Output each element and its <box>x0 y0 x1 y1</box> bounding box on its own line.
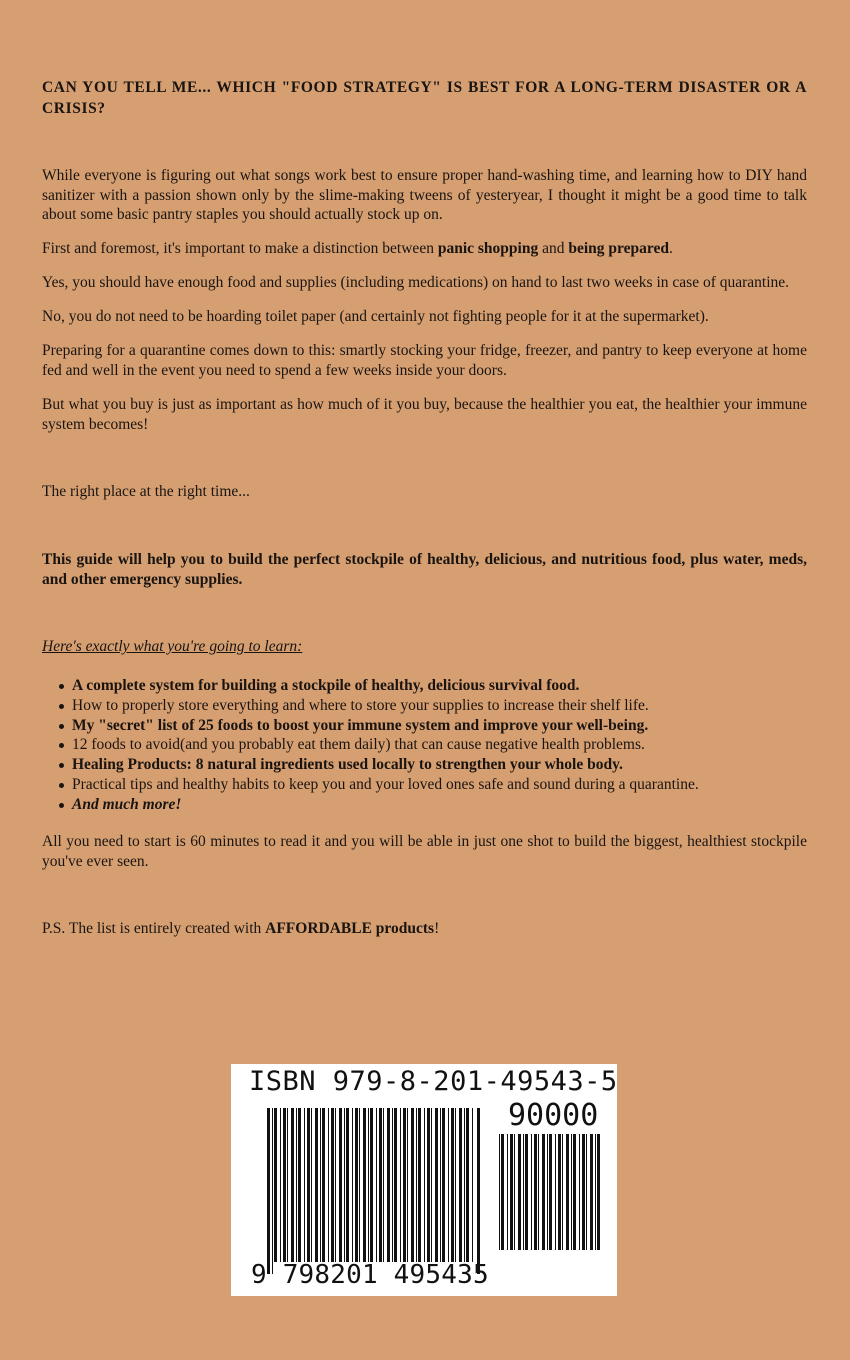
barcode-bar <box>359 1108 360 1262</box>
barcode-bar <box>274 1108 277 1262</box>
barcode-bar <box>597 1134 600 1250</box>
barcode-bar <box>283 1108 286 1262</box>
barcode-bar <box>440 1108 441 1262</box>
learn-heading: Here's exactly what you're going to learn: <box>42 638 303 655</box>
barcode-bar <box>571 1134 572 1250</box>
barcode-bar <box>525 1134 528 1250</box>
list-item: 12 foods to avoid(and you probably eat them daily) that can cause negative health problems. <box>42 735 807 755</box>
barcode-bar <box>523 1134 524 1250</box>
list-item: Practical tips and healthy habits to keep you and your loved ones safe and sound during a quarantine. <box>42 775 807 795</box>
barcode-bar <box>507 1134 508 1250</box>
barcode-bar <box>518 1134 521 1250</box>
list-item: A complete system for building a stockpile of healthy, delicious survival food. <box>42 676 807 696</box>
list-item: How to properly store everything and where to store your supplies to increase their shelf life. <box>42 696 807 716</box>
being-prepared-emphasis: being prepared <box>568 240 669 257</box>
intro-paragraph: While everyone is figuring out what songs work best to ensure proper hand-washing time, and learning how to DIY hand sanitizer with a passion shown only by the slime-making tweens of yesteryear, I thought it might be a good time to talk about some basic pantry staples you should actually stock up on. <box>42 167 807 223</box>
cover-heading: CAN YOU TELL ME... WHICH "FOOD STRATEGY" IS BEST FOR A LONG-TERM DISASTER OR A CRISIS? <box>42 79 807 117</box>
barcode-bar <box>346 1108 349 1262</box>
text-span: ! <box>434 920 440 937</box>
isbn-label: ISBN 979-8-201-49543-5 <box>249 1066 618 1097</box>
barcode-bar <box>442 1108 445 1262</box>
barcode-bar <box>514 1134 515 1250</box>
barcode-bar <box>579 1134 580 1250</box>
barcode-bar <box>435 1108 438 1262</box>
barcode-bar <box>464 1108 465 1262</box>
barcode-bar <box>376 1108 377 1262</box>
barcode-bar <box>328 1108 329 1262</box>
text-span: P.S. The list is entirely created with <box>42 920 266 937</box>
barcode-bar <box>424 1108 425 1262</box>
barcode-bar <box>322 1108 325 1262</box>
barcode-bar <box>501 1134 504 1250</box>
text-span: and <box>538 240 569 257</box>
barcode-bar <box>431 1108 432 1262</box>
barcode-bar <box>331 1108 334 1262</box>
barcode-bar <box>595 1134 596 1250</box>
barcode-bar <box>400 1108 401 1262</box>
affordable-emphasis: AFFORDABLE products <box>265 920 435 937</box>
barcode-bar <box>411 1108 414 1262</box>
price-code: 90000 <box>508 1098 599 1133</box>
text-span: First and foremost, it's important to make a distinction between <box>42 240 438 257</box>
barcode-bar <box>459 1108 462 1262</box>
list-item: Healing Products: 8 natural ingredients used locally to strengthen your whole body. <box>42 755 807 775</box>
barcode-bar <box>296 1108 297 1262</box>
barcode-bar <box>344 1108 345 1262</box>
right-place-line: The right place at the right time... <box>42 483 250 500</box>
barcode-bar <box>566 1134 569 1250</box>
barcode-bar <box>510 1134 513 1250</box>
barcode-bar <box>573 1134 576 1250</box>
barcode-bar <box>582 1134 585 1250</box>
barcode-bar <box>291 1108 294 1262</box>
barcode-bar <box>451 1108 454 1262</box>
barcode-bar <box>363 1108 366 1262</box>
barcode-bar <box>542 1134 545 1250</box>
barcode-bar <box>534 1134 537 1250</box>
barcode-bar <box>383 1108 384 1262</box>
barcode-bar <box>403 1108 406 1262</box>
barcode-bar <box>448 1108 449 1262</box>
barcode-bar <box>392 1108 393 1262</box>
barcode-bar <box>499 1134 500 1250</box>
barcode-bar <box>586 1134 587 1250</box>
preparing-paragraph: Preparing for a quarantine comes down to this: smartly stocking your fridge, freezer, and pantry to keep everyone at home fed and well in the event you need to spend a few weeks inside your doors. <box>42 342 807 379</box>
barcode-bar <box>427 1108 430 1262</box>
barcode-bar <box>320 1108 321 1262</box>
barcode-bar <box>370 1108 373 1262</box>
barcode-bar <box>298 1108 301 1262</box>
barcode-bar <box>558 1134 561 1250</box>
barcode-bar <box>339 1108 342 1262</box>
postscript <box>42 919 807 939</box>
distinction-paragraph <box>42 239 807 259</box>
text-span: . <box>668 240 673 257</box>
barcode-bar <box>272 1108 273 1274</box>
barcode-bar <box>394 1108 397 1262</box>
barcode-bar <box>311 1108 312 1262</box>
barcode-bar <box>531 1134 532 1250</box>
no-paragraph: No, you do not need to be hoarding toilet paper (and certainly not fighting people for it at the supermarket). <box>42 308 709 325</box>
list-item: My "secret" list of 25 foods to boost your immune system and improve your well-being. <box>42 716 807 736</box>
isbn-barcode <box>231 1064 617 1296</box>
barcode-bar <box>387 1108 390 1262</box>
barcode-bar <box>549 1134 552 1250</box>
barcode-bar <box>267 1108 270 1274</box>
guide-paragraph: This guide will help you to build the perfect stockpile of healthy, delicious, and nutritious food, plus water, meds, and other emergency supplies. <box>42 551 807 588</box>
barcode-bar <box>477 1108 480 1274</box>
barcode-bar <box>280 1108 281 1262</box>
barcode-bar <box>352 1108 353 1262</box>
barcode-bar <box>472 1108 473 1262</box>
barcode-bar <box>287 1108 288 1262</box>
list-item: And much more! <box>42 795 807 815</box>
barcode-bar <box>562 1134 563 1250</box>
barcode-bar <box>379 1108 382 1262</box>
barcode-bar <box>315 1108 318 1262</box>
barcode-bar <box>466 1108 469 1262</box>
barcode-bar <box>590 1134 593 1250</box>
immune-paragraph: But what you buy is just as important as how much of it you buy, because the healthier you eat, the healthier your immune system becomes! <box>42 396 807 433</box>
barcode-bar <box>335 1108 336 1262</box>
learn-list <box>42 676 807 815</box>
barcode-digits: 9 798201 495435 <box>251 1260 489 1290</box>
barcode-bar <box>538 1134 539 1250</box>
barcode-bar <box>555 1134 556 1250</box>
barcode-bar <box>368 1108 369 1262</box>
barcode-bar <box>416 1108 417 1262</box>
barcode-bar <box>418 1108 421 1262</box>
barcode-bar <box>407 1108 408 1262</box>
yes-paragraph: Yes, you should have enough food and supplies (including medications) on hand to last two weeks in case of quarantine. <box>42 274 790 291</box>
closing-paragraph: All you need to start is 60 minutes to read it and you will be able in just one shot to build the biggest, healthiest stockpile you've ever seen. <box>42 833 807 870</box>
barcode-bar <box>304 1108 305 1262</box>
panic-shopping-emphasis: panic shopping <box>437 240 539 257</box>
barcode-bar <box>355 1108 358 1262</box>
barcode-bar <box>547 1134 548 1250</box>
barcode-bar <box>307 1108 310 1262</box>
barcode-bar <box>455 1108 456 1262</box>
